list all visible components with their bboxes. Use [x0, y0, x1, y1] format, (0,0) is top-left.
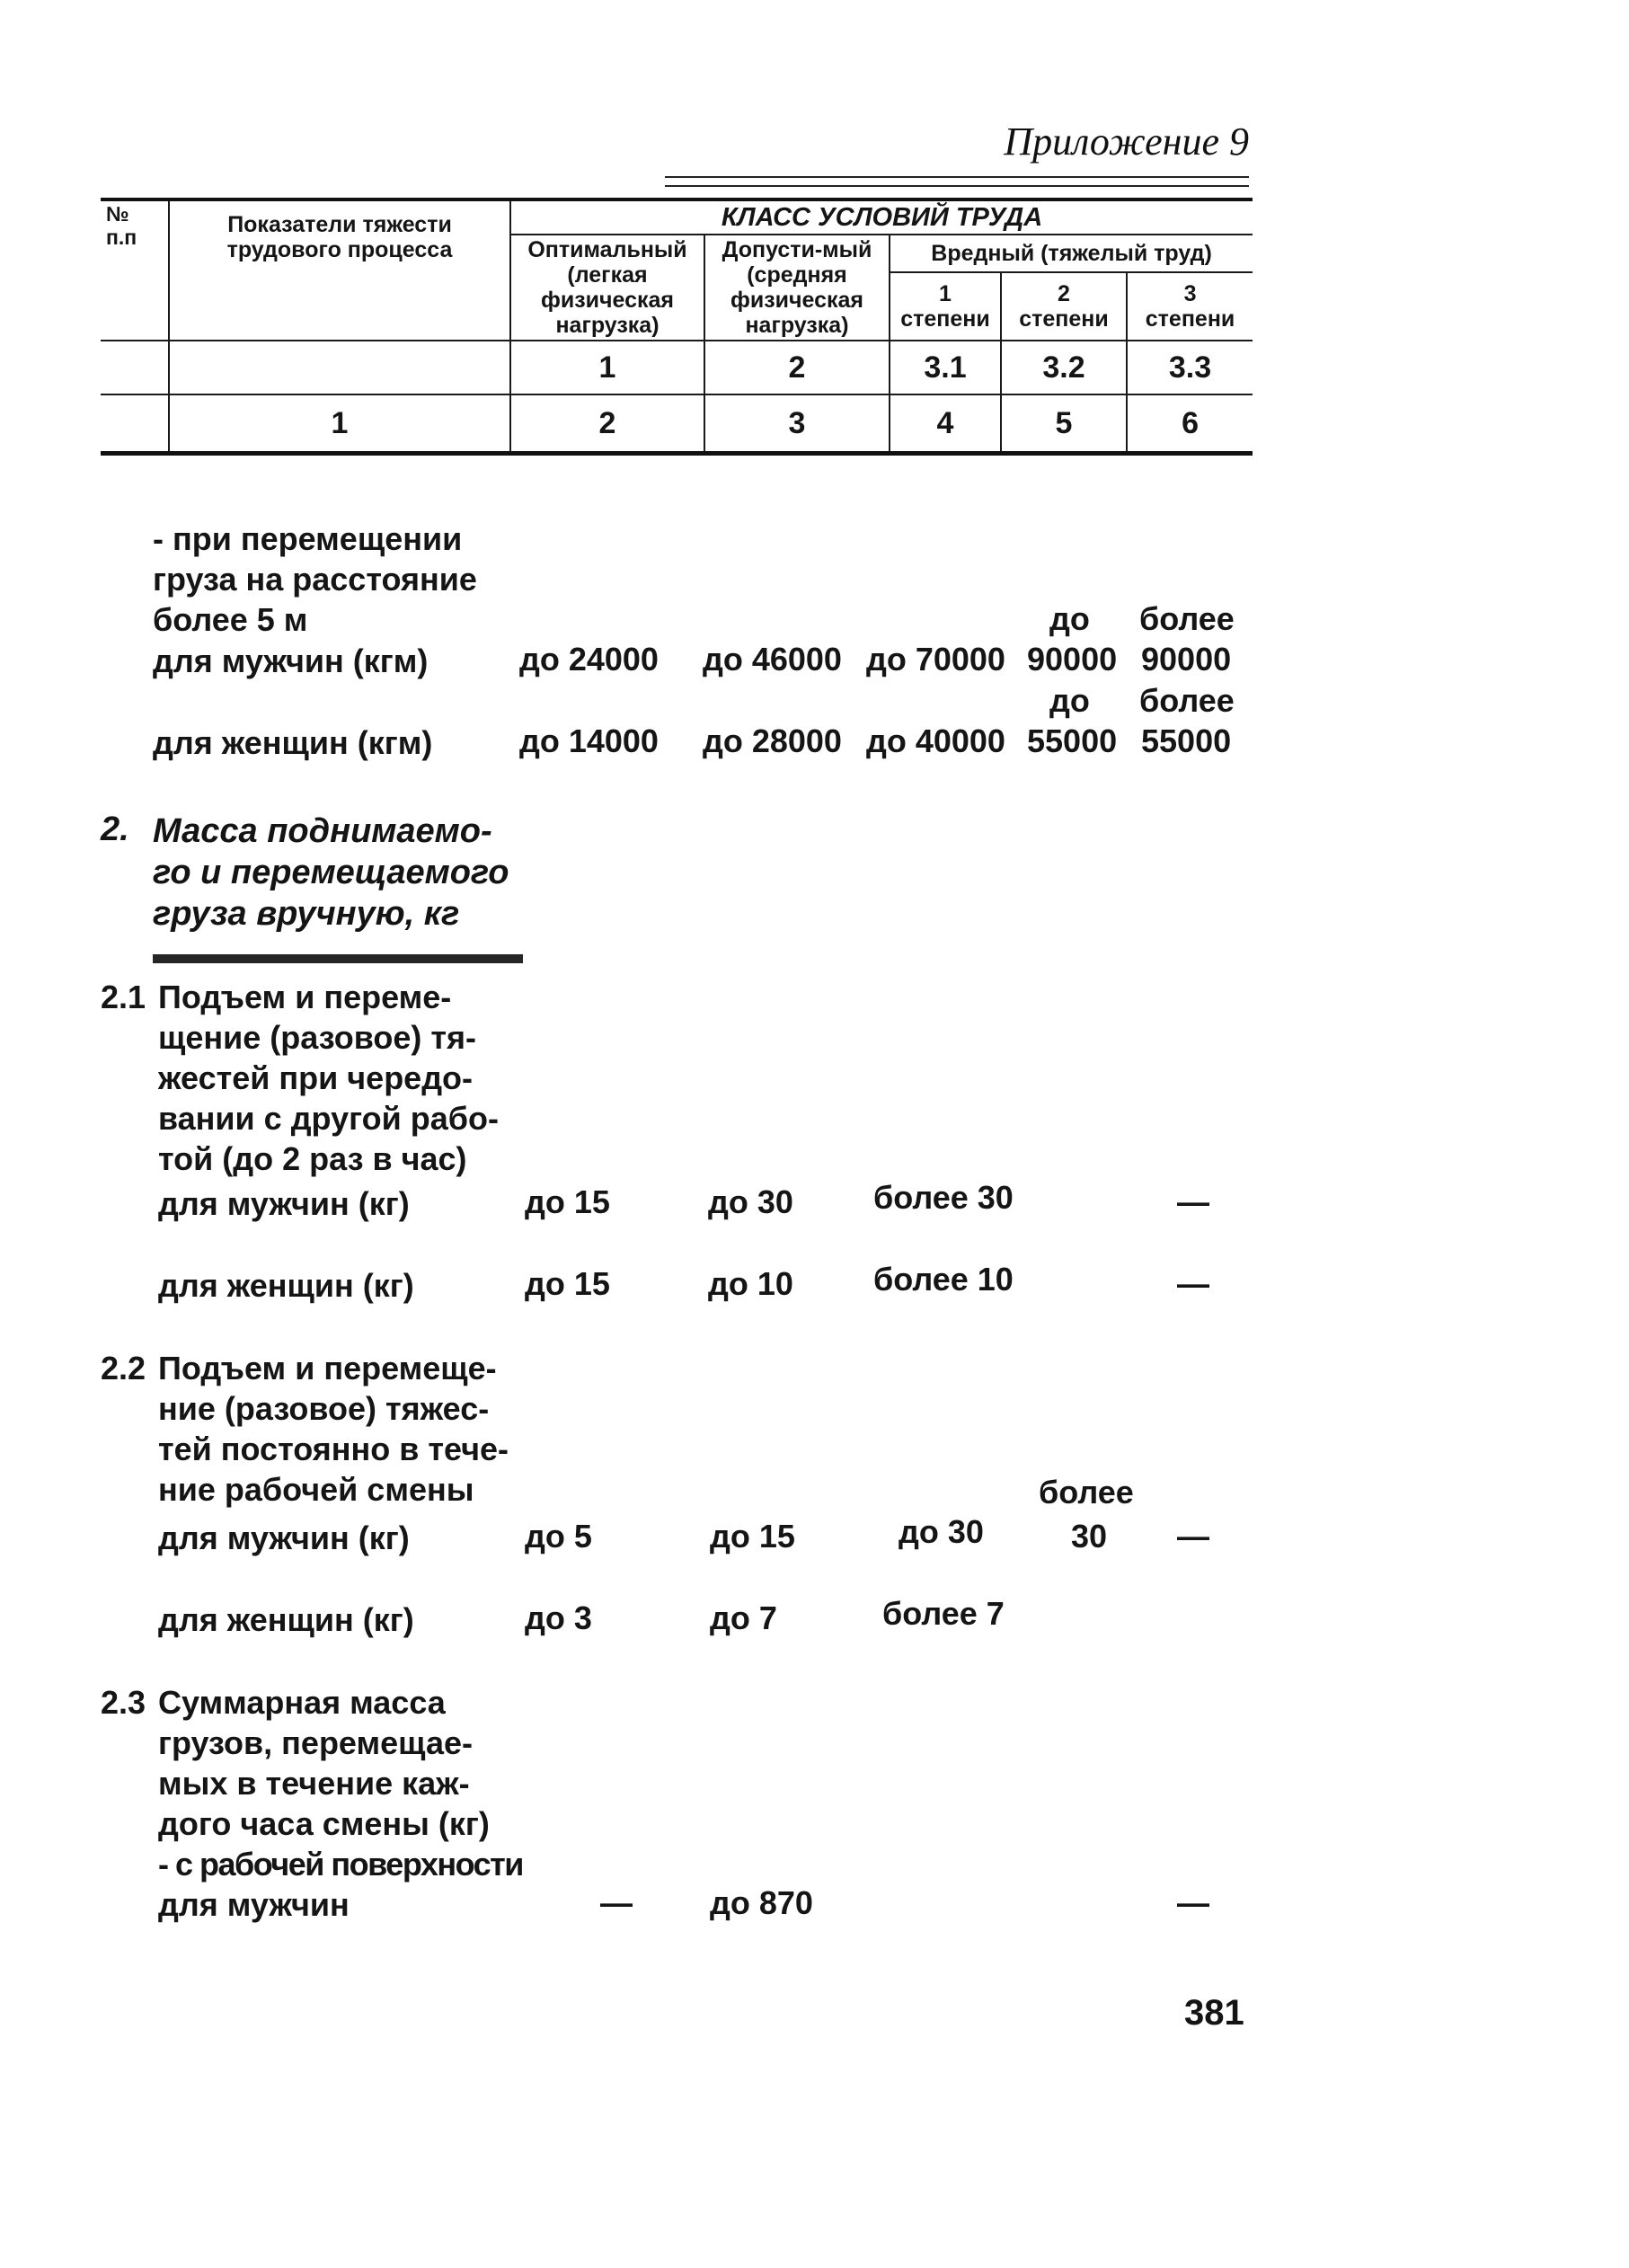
row-label-men: для мужчин (кгм)	[153, 642, 429, 679]
value-acceptable: до 46000	[703, 641, 842, 678]
value-acceptable: до 28000	[703, 722, 842, 759]
value-optimal: до 14000	[519, 722, 659, 759]
header-rule	[665, 176, 1249, 178]
value-harmful-1: более 10	[873, 1261, 1014, 1298]
item-description: Подъем и переме- щение (разовое) тя- жестей при чередо- вании с другой рабо- той (до 2 раз в час)	[158, 979, 499, 1177]
value-harmful-1: до 70000	[866, 641, 1005, 678]
value-acceptable: до 15	[710, 1518, 795, 1555]
value-harmful-3: —	[1177, 1265, 1209, 1302]
col-number: 1	[169, 394, 510, 454]
class-code: 3.2	[1001, 341, 1127, 394]
table-header	[101, 198, 1253, 456]
row-label-women: для женщин (кг)	[158, 1601, 414, 1638]
degree-3-header: 3 степени	[1127, 272, 1253, 341]
value-acceptable: до 30	[708, 1183, 793, 1220]
row-label-men: для мужчин (кг)	[158, 1185, 410, 1222]
value-harmful-1: до 30	[899, 1513, 984, 1550]
value-harmful-2: 90000	[1027, 641, 1118, 678]
empty-cell	[101, 341, 169, 394]
value-harmful-2: 30	[1071, 1518, 1108, 1555]
col-number	[101, 394, 169, 454]
page-number: 381	[1184, 1993, 1244, 2033]
value-harmful-1: более 7	[882, 1595, 1005, 1632]
class-title: КЛАСС УСЛОВИЙ ТРУДА	[510, 199, 1253, 235]
value-harmful-2: 55000	[1027, 722, 1118, 759]
row-label-women: для женщин (кгм)	[153, 724, 433, 761]
value-acceptable: до 7	[710, 1599, 777, 1636]
item-description: Подъем и перемеще- ние (разовое) тяжес- тей постоянно в тече- ние рабочей смены	[158, 1350, 509, 1508]
acceptable-header: Допусти-мый (средняя физическая нагрузка)	[704, 235, 890, 341]
class-code: 2	[704, 341, 890, 394]
harmful-header: Вредный (тяжелый труд)	[890, 235, 1253, 272]
col-number: 2	[510, 394, 704, 454]
section2-number: 2.	[101, 811, 129, 848]
section-divider	[153, 954, 523, 963]
value-optimal: —	[600, 1884, 633, 1921]
value-harmful-3: 55000	[1141, 722, 1232, 759]
value-harmful-1: более 30	[873, 1179, 1014, 1216]
value-harmful-3: 90000	[1141, 641, 1232, 678]
value-harmful-2: до	[1049, 600, 1090, 637]
value-harmful-3: —	[1177, 1884, 1209, 1921]
value-harmful-3: —	[1177, 1518, 1209, 1555]
class-code: 3.3	[1127, 341, 1253, 394]
col-number: 3	[704, 394, 890, 454]
section1-text: - при перемещении груза на расстояние более 5 м	[153, 520, 477, 638]
value-harmful-2: до	[1049, 682, 1090, 719]
appendix-title: Приложение 9	[1004, 120, 1249, 164]
col-number: 4	[890, 394, 1001, 454]
value-harmful-2: более	[1039, 1474, 1134, 1511]
value-harmful-1: до 40000	[866, 722, 1005, 759]
value-optimal: до 15	[525, 1265, 610, 1302]
col-indicators-header: Показатели тяжести трудового процесса	[169, 199, 510, 341]
value-harmful-3: более	[1139, 600, 1235, 637]
value-optimal: до 24000	[519, 641, 659, 678]
item-number: 2.2	[101, 1350, 146, 1386]
class-code: 1	[510, 341, 704, 394]
class-code: 3.1	[890, 341, 1001, 394]
value-harmful-3: —	[1177, 1183, 1209, 1220]
item-description: Суммарная масса грузов, перемещае- мых в течение каж- дого часа смены (кг) - с рабочей поверхности	[158, 1684, 523, 1883]
degree-2-header: 2 степени	[1001, 272, 1127, 341]
row-label-men: для мужчин (кг)	[158, 1519, 410, 1556]
row-label-men: для мужчин	[158, 1886, 350, 1923]
empty-cell	[169, 341, 510, 394]
value-optimal: до 15	[525, 1183, 610, 1220]
item-number: 2.1	[101, 979, 146, 1015]
col-number: 5	[1001, 394, 1127, 454]
row-label-women: для женщин (кг)	[158, 1267, 414, 1304]
value-harmful-3: более	[1139, 682, 1235, 719]
value-acceptable: до 10	[708, 1265, 793, 1302]
col-num-header: № п.п	[101, 199, 169, 341]
item-number: 2.3	[101, 1684, 146, 1721]
degree-1-header: 1 степени	[890, 272, 1001, 341]
value-optimal: до 5	[525, 1518, 592, 1555]
optimal-header: Оптимальный (легкая физическая нагрузка)	[510, 235, 704, 341]
value-optimal: до 3	[525, 1599, 592, 1636]
value-acceptable: до 870	[710, 1884, 813, 1921]
section2-title: Масса поднимаемо- го и перемещаемого груза вручную, кг	[153, 812, 509, 933]
header-rule	[665, 185, 1249, 187]
col-number: 6	[1127, 394, 1253, 454]
